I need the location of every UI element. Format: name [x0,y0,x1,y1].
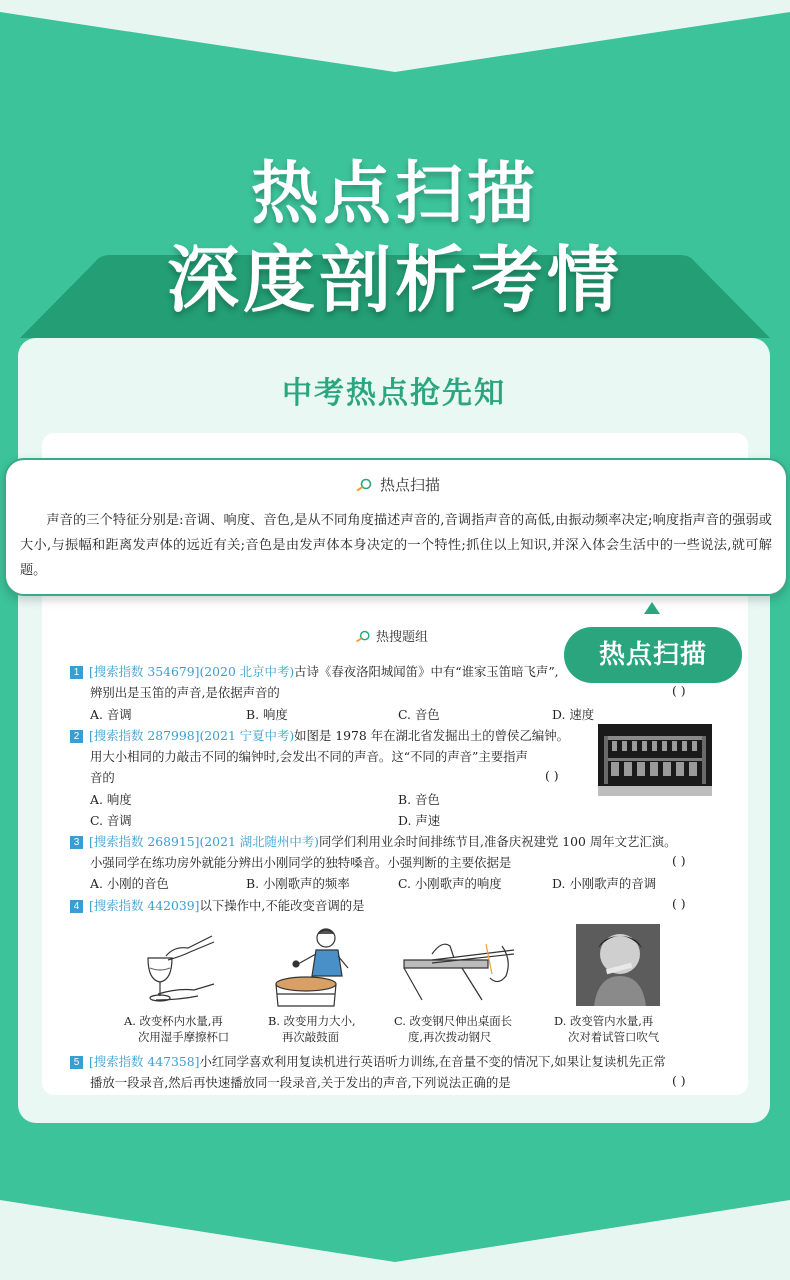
option-d: D. 速度 [552,707,595,722]
answer-paren: ( ) [672,896,686,911]
question-tag: [搜索指数 287998](2021 宁夏中考) [89,728,295,743]
question-tag: [搜索指数 442039] [89,898,200,913]
option-a: A. 音调 [90,707,132,722]
search-icon [352,630,372,643]
option-b: B. 音色 [398,792,440,807]
option-b: B. 响度 [246,707,288,722]
hotspot-badge: 热点扫描 [564,627,742,683]
ruler-illustration [402,930,520,1006]
question-text-line2: 用大小相同的力敲击不同的编钟时,会发出不同的声音。这“不同的声音”主要指声 [90,749,528,764]
question-text-line1: 如图是 1978 年在湖北省发掘出土的曾侯乙编钟。 [294,728,570,743]
answer-paren: ( ) [545,768,559,783]
option-d: D. 声速 [398,813,441,828]
option-c: C. 小刚歌声的响度 [398,876,502,891]
girl-blowing-tube-photo [576,924,660,1006]
caption-b: B. 改变用力大小, 再次敲鼓面 [268,1014,356,1044]
question-number: 3 [70,836,83,849]
answer-paren: ( ) [672,683,686,698]
question-number: 2 [70,730,83,743]
headline-line1: 热点扫描 [250,155,539,234]
question-text-line2: 播放一段录音,然后再快速播放同一段录音,关于发出的声音,下列说法正确的是 [90,1075,511,1090]
drum-illustration [268,924,362,1010]
question-text-line1: 小红同学喜欢利用复读机进行英语听力训练,在音量不变的情况下,如果让复读机先正常 [199,1054,666,1069]
chime-bells-photo [598,724,712,796]
question-text-line1: 以下操作中,不能改变音调的是 [199,898,365,913]
up-arrow-icon [644,602,660,614]
search-icon [352,478,374,492]
question-tag: [搜索指数 447358] [89,1054,200,1069]
answer-paren: ( ) [672,1073,686,1088]
question-number: 1 [70,666,83,679]
callout-title: 热点扫描 [379,476,440,494]
caption-c: C. 改变钢尺伸出桌面长 度,再次拨动钢尺 [394,1014,513,1044]
caption-d: D. 改变管内水量,再 次对着试管口吹气 [554,1014,660,1044]
question-number: 5 [70,1056,83,1069]
section-header [352,626,428,645]
option-a: A. 小刚的音色 [90,876,169,891]
question-text-line2: 辨别出是玉笛的声音,是依据声音的 [90,685,280,700]
option-c: C. 音色 [398,707,440,722]
option-d: D. 小刚歌声的音调 [552,876,657,891]
hotspot-callout [4,458,788,596]
option-b: B. 小刚歌声的频率 [246,876,350,891]
question-text-line1: 同学们利用业余时间排练节目,准备庆祝建党 100 周年文艺汇演。 [318,834,677,849]
question-tag: [搜索指数 268915](2021 湖北随州中考) [89,834,319,849]
panel-title: 中考热点抢先知 [282,376,506,411]
callout-header [6,474,786,495]
option-c: C. 音调 [90,813,132,828]
answer-paren: ( ) [672,853,686,868]
question-number: 4 [70,900,83,913]
wine-glass-illustration [138,928,218,1008]
question-tag: [搜索指数 354679](2020 北京中考) [89,664,295,679]
option-a: A. 响度 [90,792,132,807]
question-text-line1: 古诗《春夜洛阳城闻笛》中有“谁家玉笛暗飞声”, [294,664,559,679]
headline-line2: 深度剖析考情 [166,238,623,322]
question-text-line3: 音的 [90,770,115,785]
caption-a: A. 改变杯内水量,再 次用湿手摩擦杯口 [124,1014,230,1044]
question-text-line2: 小强同学在练功房外就能分辨出小刚同学的独特嗓音。小强判断的主要依据是 [90,855,512,870]
section-title: 热搜题组 [376,630,429,645]
callout-body: 声音的三个特征分别是:音调、响度、音色,是从不同角度描述声音的,音调指声音的高低,由振动频率决定;响度指声音的强弱或大小,与振幅和距离发声体的远近有关;音色是由发声体本身决定的一个特性;抓住以上知识,并深入体会生活中的一些说法,就可解题。 [20,513,772,578]
